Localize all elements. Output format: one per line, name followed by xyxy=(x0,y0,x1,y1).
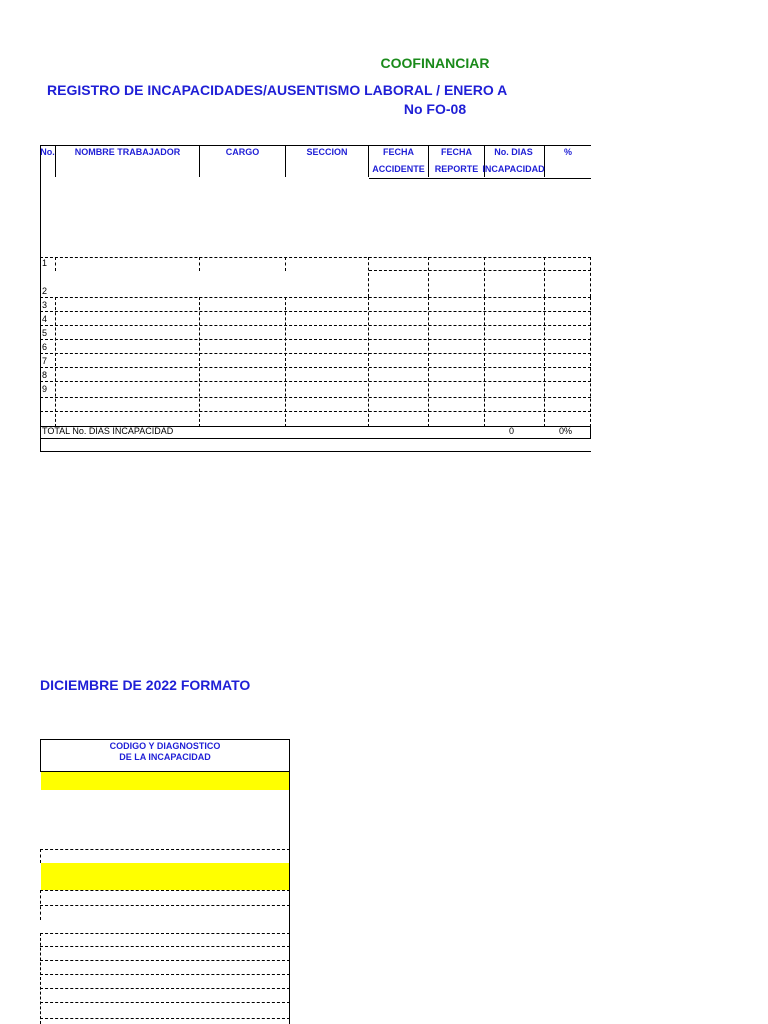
col-header-pct: % xyxy=(563,147,572,157)
row-number: 9 xyxy=(42,384,48,394)
continuation-title: DICIEMBRE DE 2022 FORMATO xyxy=(40,677,251,693)
row-number: 5 xyxy=(42,328,48,338)
company-name: COOFINANCIAR xyxy=(380,55,490,71)
total-dias: 0 xyxy=(509,426,515,436)
row-number: 8 xyxy=(42,370,48,380)
col-header-fecha-accidente: FECHA ACCIDENTE xyxy=(372,147,425,174)
form-number: No FO-08 xyxy=(403,101,467,117)
col-header-dias: No. DIAS INCAPACIDAD xyxy=(482,147,545,174)
col-header-seccion: SECCION xyxy=(306,147,348,157)
row-number: 7 xyxy=(42,356,48,366)
row-number: 2 xyxy=(42,286,48,296)
row-number: 3 xyxy=(42,300,48,310)
incapacity-table xyxy=(0,0,768,460)
row-number: 1 xyxy=(42,258,48,268)
table-top-border xyxy=(40,145,591,146)
col-header-nombre: NOMBRE TRABAJADOR xyxy=(74,147,181,157)
table-bottom-border xyxy=(40,451,591,452)
highlight-band xyxy=(41,772,289,790)
row-number: 6 xyxy=(42,342,48,352)
total-pct: 0% xyxy=(559,426,573,436)
header-bottom-border xyxy=(369,178,591,179)
total-label: TOTAL No. DIAS INCAPACIDAD xyxy=(42,426,174,436)
col-header-cargo: CARGO xyxy=(225,147,260,157)
col-header-fecha-reporte: FECHA REPORTE xyxy=(434,147,479,174)
diag-header: CODIGO Y DIAGNOSTICO DE LA INCAPACIDAD xyxy=(109,741,221,762)
diagnosis-table xyxy=(0,730,768,1024)
document-title: REGISTRO DE INCAPACIDADES/AUSENTISMO LABORAL / ENERO A xyxy=(47,82,508,98)
highlight-band xyxy=(41,863,289,890)
table-left-border xyxy=(40,145,41,452)
row-number: 4 xyxy=(42,314,48,324)
col-header-no: No. xyxy=(40,147,55,157)
